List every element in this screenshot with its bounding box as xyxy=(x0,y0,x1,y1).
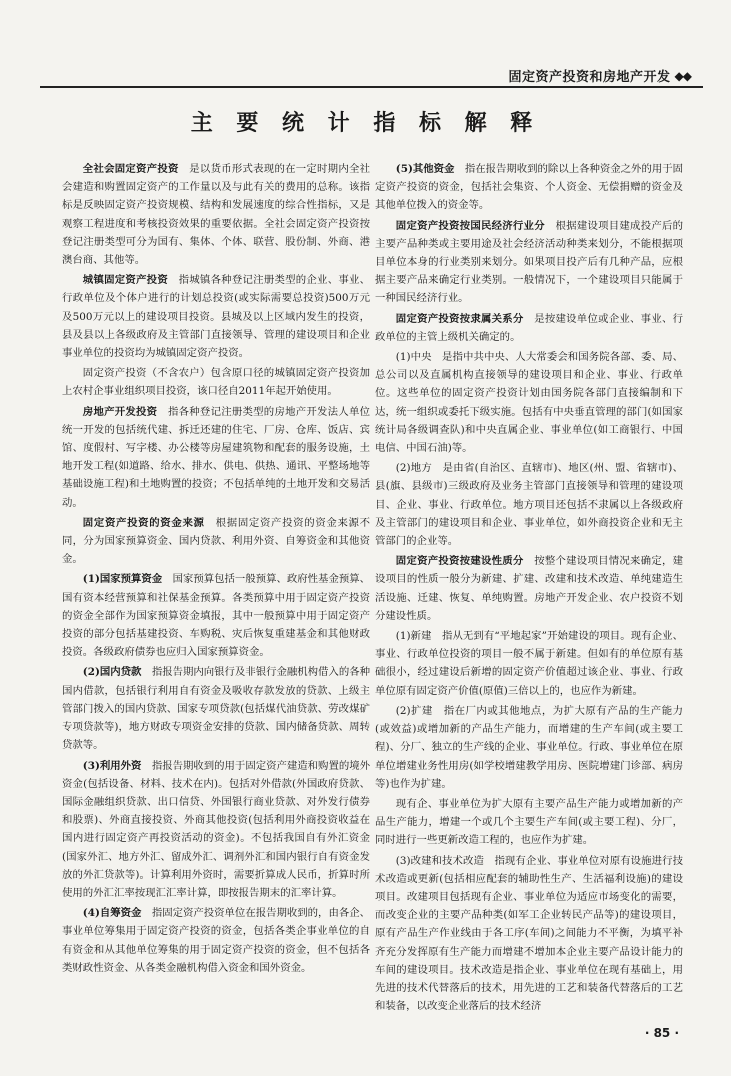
definition-text: 是以货币形式表现的在一定时期内全社会建造和购置固定资产的工作量以及与此有关的费用的总称。该指标是反映固定资产投资规模、结构和发展速度的综合性指标，又是观察工程进度和考核投资效果的重要依据。全社会固定资产投资按登记注册类型可分为国有、集体、个体、联营、股份制、外商、港澳台商、其他等。 xyxy=(62,163,371,267)
definition-text: (2)地方 是由省(自治区、直辖市)、地区(州、盟、省辖市)、县(旗、县级市)三级政府及业务主管部门直接领导和管理的建设项目、企业、事业、行政单位。地方项目还包括不隶属以上各级政府及主管部门的建设项目和企业、事业单位，如外商投资企业和无主管部门的企业等。 xyxy=(375,462,683,548)
term-heading: (3)利用外资 xyxy=(82,759,142,772)
term-heading: (5)其他资金 xyxy=(395,163,455,175)
term-heading: (4)自筹资金 xyxy=(82,907,142,920)
paragraph xyxy=(62,904,370,977)
paragraph xyxy=(375,627,683,700)
running-header xyxy=(0,62,731,92)
definition-text: (1)中央 是指中共中央、人大常委会和国务院各部、委、局、总公司以及直属机构直接领导的建设项目和企业、事业、行政单位。这些单位的固定资产投资计划由国务院各部门直接编制和下达，统一组织或委托下级实施。包括有中央垂直管理的部门(如国家统计局各级调查队)和中央直属企业、事业单位(如工商银行、中国电信、中国石油)等。 xyxy=(375,351,683,455)
paragraph xyxy=(375,217,683,308)
paragraph xyxy=(62,403,370,512)
header-rule xyxy=(40,86,703,88)
header-title xyxy=(509,66,691,85)
paragraph xyxy=(375,348,683,457)
definition-text: (1)新建 指从无到有“平地起家”开始建设的项目。现有企业、事业、行政单位投资的项目一般不属于新建。但如有的单位原有基础很小，经过建设后新增的固定资产价值超过该企业、事业、行政单位原有固定资产价值(原值)三倍以上的，也应作为新建。 xyxy=(375,630,683,697)
right-column xyxy=(375,160,683,1017)
definition-text: 是按建设单位或企业、事业、行政单位的主管上级机关确定的。 xyxy=(375,312,684,343)
term-heading: 房地产开发投资 xyxy=(82,405,158,418)
term-heading: 固定资产投资按隶属关系分 xyxy=(395,312,524,325)
definition-text: 指固定资产投资单位在报告期收到的，由各企、事业单位筹集用于固定资产投资的资金，包括各类企事业单位的自有资金和从其他单位筹集的用于固定资产投资的资金，但不包括各类财政性资金、从各类金融机构借入资金和国外资金。 xyxy=(62,907,371,974)
definition-text: 根据固定资产投资的资金来源不同，分为国家预算资金、国内贷款、利用外资、自筹资金和其他资金。 xyxy=(62,516,371,566)
definition-text: 固定资产投资（不含农户）包含原口径的城镇固定资产投资加上农村企事业组织项目投资，该口径自2011年起开始使用。 xyxy=(62,367,370,398)
term-heading: 固定资产投资按建设性质分 xyxy=(395,555,524,568)
diamond-icon: ◆◆ xyxy=(674,68,691,83)
paragraph xyxy=(62,514,370,569)
page-title: 主 要 统 计 指 标 解 释 xyxy=(190,111,541,136)
definition-text: 国家预算包括一般预算、政府性基金预算、国有资本经营预算和社保基金预算。各类预算中用于固定资产投资的资金全部作为国家预算资金填报，其中一般预算中用于固定资产投资的部分包括基建投资、车购税、灾后恢复重建基金和其他财政投资。各级政府债券也应归入国家预算资金。 xyxy=(62,573,371,659)
definition-text: (2)扩建 指在厂内或其他地点，为扩大原有产品的生产能力(或效益)或增加新的产品生产能力，而增建的生产车间(或主要工程)、分厂、独立的生产线的企业、事业单位。行政、事业单位在原单位增建业务性用房(如学校增建教学用房、医院增建门诊部、病房等)也作为扩建。 xyxy=(375,704,683,790)
definition-text: 指各种登记注册类型的房地产开发法人单位统一开发的包括统代建、拆迁还建的住宅、厂房、仓库、饭店、宾馆、度假村、写字楼、办公楼等房屋建筑物和配套的服务设施，土地开发工程(如道路、给水、排水、供电、供热、通讯、平整场地等基础设施工程)和土地购置的投资；不包括单纯的土地开发和交易活动。 xyxy=(62,405,371,509)
paragraph xyxy=(375,795,683,850)
term-heading: 固定资产投资的资金来源 xyxy=(82,516,205,529)
paragraph xyxy=(62,663,370,754)
paragraph xyxy=(62,757,370,903)
definition-text: (3)改建和技术改造 指现有企业、事业单位对原有设施进行技术改造或更新(包括相应配套的辅助性生产、生活福利设施)的建设项目。改建项目包括现有企业、事业单位为适应市场变化的需要，而改变企业的主要产品种类(如军工企业转民产品等)的建设项目，原有产品生产作业线由于各工序(车间)之间能力不平衡，为填平补齐充分发挥原有生产能力而增建不增加本企业主要产品设计能力的车间的建设项目。技术改造是指企业、事业单位在现有基础上，用先进的技术代替落后的技术，用先进的工艺和装备代替落后的工艺和装备，以改变企业落后的技术经济 xyxy=(375,854,683,1013)
left-column xyxy=(62,160,370,979)
paragraph xyxy=(375,702,683,793)
paragraph xyxy=(62,160,370,269)
definition-text: 指报告期收到的用于固定资产建造和购置的境外资金(包括设备、材料、技术在内)。包括对外借款(外国政府贷款、国际金融组织贷款、出口信贷、外国银行商业贷款、对外发行债券和股票)、外商直接投资、外商其他投资(包括利用外商投资收益在国内进行固定资产再投资活动的资金)。不包括我国自有外汇资金(国家外汇、地方外汇、留成外汇、调剂外汇和国内银行自有资金发放的外汇贷款等)。计算利用外资时，需要折算成人民币，折算时所使用的外汇汇率按现汇汇率计算，即按报告期末的汇率计算。 xyxy=(62,759,371,899)
paragraph xyxy=(62,570,370,661)
definition-text: 指在报告期收到的除以上各种资金之外的用于固定资产投资的资金，包括社会集资、个人资金、无偿捐赠的资金及其他单位拨入的资金等。 xyxy=(375,163,684,212)
page-number: · 85 · xyxy=(644,1026,679,1040)
term-heading: 固定资产投资按国民经济行业分 xyxy=(395,219,545,232)
definition-text: 根据建设项目建成投产后的主要产品种类或主要用途及社会经济活动种类来划分，不能根据项目单位本身的行业类别来划分。如果项目投产后有几种产品，应根据主要产品来确定行业类别。一般情况下，一个建设项目只能属于一种国民经济行业。 xyxy=(375,219,684,305)
definition-text: 现有企、事业单位为扩大原有主要产品生产能力或增加新的产品生产能力，增建一个或几个主要生产车间(或主要工程)、分厂，同时进行一些更新改造工程的，也应作为扩建。 xyxy=(375,797,683,847)
definition-text: 指报告期内向银行及非银行金融机构借入的各种国内借款，包括银行利用自有资金及吸收存款发放的贷款、上级主管部门拨入的国内贷款、国家专项贷款(包括煤代油贷款、劳改煤矿专项贷款等)，地方财政专项资金安排的贷款、国内储备贷款、周转贷款等。 xyxy=(62,666,371,752)
term-heading: (2)国内贷款 xyxy=(82,666,142,679)
term-heading: 全社会固定资产投资 xyxy=(82,163,179,175)
paragraph xyxy=(375,459,683,550)
paragraph xyxy=(375,160,683,215)
paragraph xyxy=(62,364,370,400)
definition-text: 按整个建设项目情况来确定，建设项目的性质一般分为新建、扩建、改建和技术改造、单纯建造生活设施、迁建、恢复、单纯购置。房地产开发企业、农户投资不划分建设性质。 xyxy=(375,555,684,622)
definition-text: 指城镇各种登记注册类型的企业、事业、行政单位及个体户进行的计划总投资(或实际需要总投资)500万元及500万元以上的建设项目投资。县城及以上区域内发生的投资，县及县以上各级政府及主管部门直接领导、管理的建设项目和企业事业单位的投资均为城镇固定资产投资。 xyxy=(62,274,371,360)
term-heading: (1)国家预算资金 xyxy=(82,573,163,586)
header-text: 固定资产投资和房地产开发 xyxy=(508,70,671,85)
term-heading: 城镇固定资产投资 xyxy=(82,274,168,287)
paragraph xyxy=(375,552,683,625)
paragraph xyxy=(375,310,683,346)
paragraph xyxy=(62,271,370,362)
paragraph xyxy=(375,852,683,1016)
